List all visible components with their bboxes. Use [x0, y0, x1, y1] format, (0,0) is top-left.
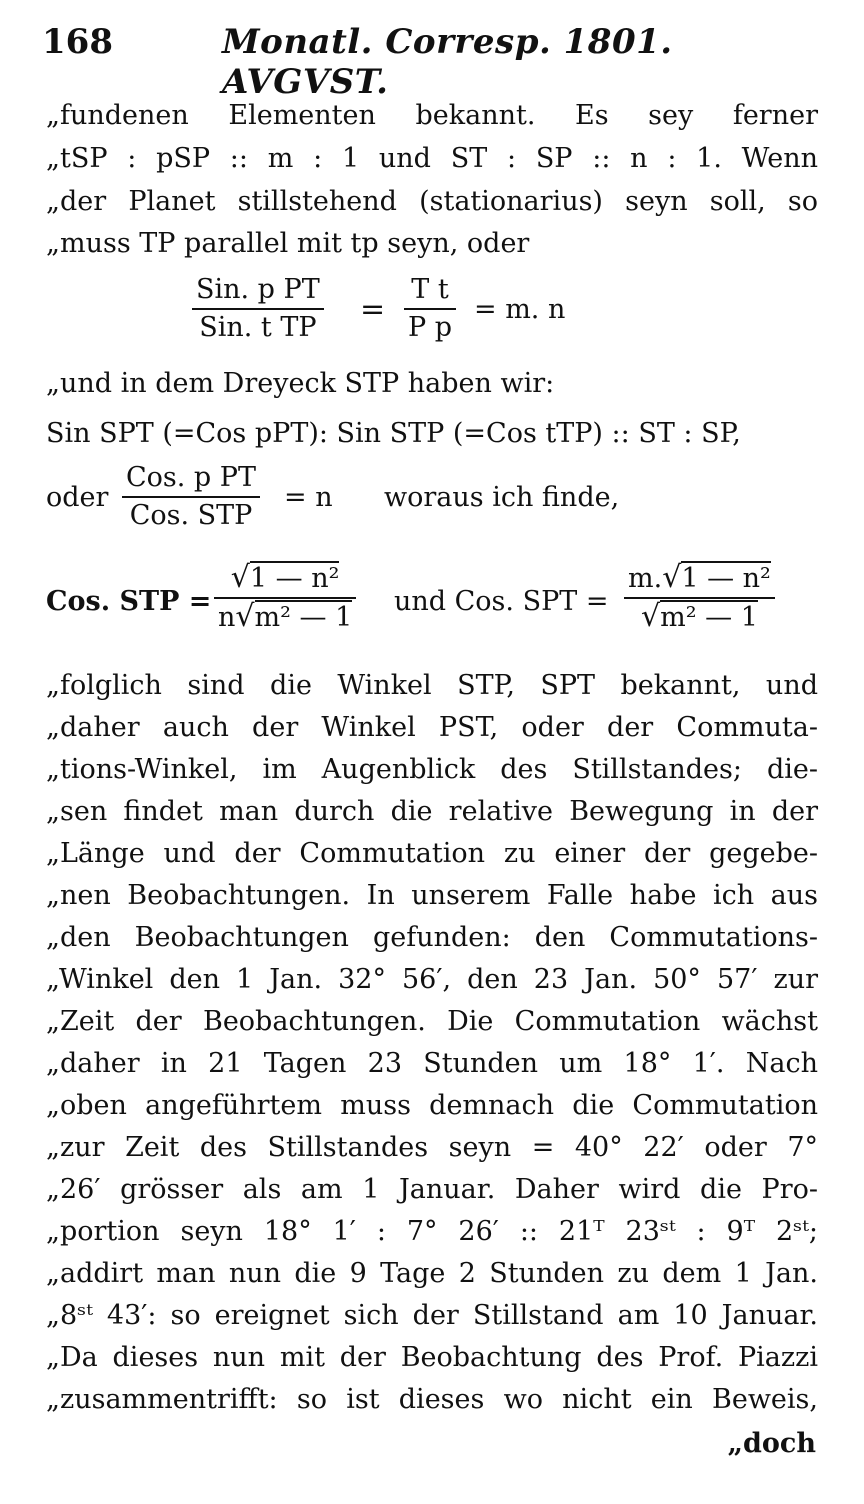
equation-2-tail: = n	[284, 482, 333, 513]
text-line: „zusammentrifft: so ist dieses wo nicht ein Beweis,	[46, 1384, 818, 1415]
page-number: 168	[42, 22, 113, 62]
fraction-numerator: Cos. p PT	[122, 460, 260, 498]
text-line: „portion seyn 18° 1′ : 7° 26′ :: 21ᵀ 23ˢᵗ : 9ᵀ 2ˢᵗ;	[46, 1216, 818, 1247]
equation-2-lead: oder	[46, 482, 109, 513]
equation-3-fraction-1	[214, 560, 356, 636]
text-line: „zur Zeit des Stillstandes seyn = 40° 22′ oder 7°	[46, 1132, 818, 1163]
fraction-denominator	[624, 599, 775, 636]
text-line: „und in dem Dreyeck STP haben wir:	[46, 368, 555, 399]
fraction-numerator: T t	[404, 272, 456, 310]
text-line: „Winkel den 1 Jan. 32° 56′, den 23 Jan. 50° 57′ zur	[46, 964, 818, 995]
text-line: „folglich sind die Winkel STP, SPT bekannt, und	[46, 670, 818, 701]
text-line: „addirt man nun die 9 Tage 2 Stunden zu dem 1 Jan.	[46, 1258, 818, 1289]
equation-1-fraction-2	[404, 272, 456, 346]
fraction-denominator	[214, 599, 356, 636]
fraction-numerator	[214, 560, 356, 599]
text-line: „daher auch der Winkel PST, oder der Commuta-	[46, 712, 818, 743]
text-line: „sen findet man durch die relative Bewegung in der	[46, 796, 818, 827]
equation-1-fraction-1	[192, 272, 324, 346]
radicand: 1 — n²	[681, 563, 771, 594]
equation-3-fraction-2	[624, 560, 775, 636]
fraction-denominator: P p	[408, 312, 453, 343]
den-factor: n	[218, 602, 236, 633]
text-line: „8ˢᵗ 43′: so ereignet sich der Stillstand am 10 Januar.	[46, 1300, 818, 1331]
text-line: „Zeit der Beobachtungen. Die Commutation wächst	[46, 1006, 818, 1037]
page-header	[42, 22, 824, 102]
running-title: Monatl. Corresp. 1801. AVGVST.	[222, 22, 673, 102]
text-line: „oben angeführtem muss demnach die Commutation	[46, 1090, 818, 1121]
text-line: „nen Beobachtungen. In unserem Falle habe ich aus	[46, 880, 818, 911]
text-line: „tSP : pSP :: m : 1 und ST : SP :: n : 1. Wenn	[46, 143, 818, 174]
radicand: m² — 1	[660, 602, 758, 633]
fraction-numerator: Sin. p PT	[192, 272, 324, 310]
text-line: „fundenen Elementen bekannt. Es sey ferner	[46, 100, 818, 131]
equation-2-text: woraus ich finde,	[384, 482, 620, 513]
text-line: „muss TP parallel mit tp seyn, oder	[46, 228, 530, 259]
equation-2-fraction	[122, 460, 260, 534]
sqrt-icon: √	[235, 599, 255, 634]
equals-sign: =	[360, 292, 386, 327]
radicand: 1 — n²	[249, 563, 340, 594]
text-line: Sin SPT (=Cos pPT): Sin STP (=Cos tTP) :: ST : SP,	[46, 418, 741, 449]
equation-1-tail: = m. n	[474, 294, 566, 325]
text-line: „daher in 21 Tagen 23 Stunden um 18° 1′. Nach	[46, 1048, 818, 1079]
sqrt-icon: √	[662, 560, 682, 595]
sqrt-icon: √	[230, 560, 250, 595]
fraction-denominator: Sin. t TP	[199, 312, 317, 343]
fraction-numerator	[624, 560, 775, 599]
sqrt-icon: √	[640, 599, 661, 634]
radicand: m² — 1	[254, 602, 353, 633]
equation-3-left: Cos. STP =	[46, 586, 212, 617]
text-line: „Länge und der Commutation zu einer der gegebe-	[46, 838, 818, 869]
text-line: „26′ grösser als am 1 Januar. Daher wird die Pro-	[46, 1174, 818, 1205]
catchword: „doch	[727, 1428, 816, 1459]
text-line: „Da dieses nun mit der Beobachtung des Prof. Piazzi	[46, 1342, 818, 1373]
text-line: „tions-Winkel, im Augenblick des Stillstandes; die-	[46, 754, 818, 785]
text-line: „den Beobachtungen gefunden: den Commutations-	[46, 922, 818, 953]
equation-3-mid: und Cos. SPT =	[394, 586, 609, 617]
text-line: „der Planet stillstehend (stationarius) seyn soll, so	[46, 186, 818, 217]
fraction-denominator: Cos. STP	[129, 500, 253, 531]
num-factor: m.	[628, 563, 663, 594]
